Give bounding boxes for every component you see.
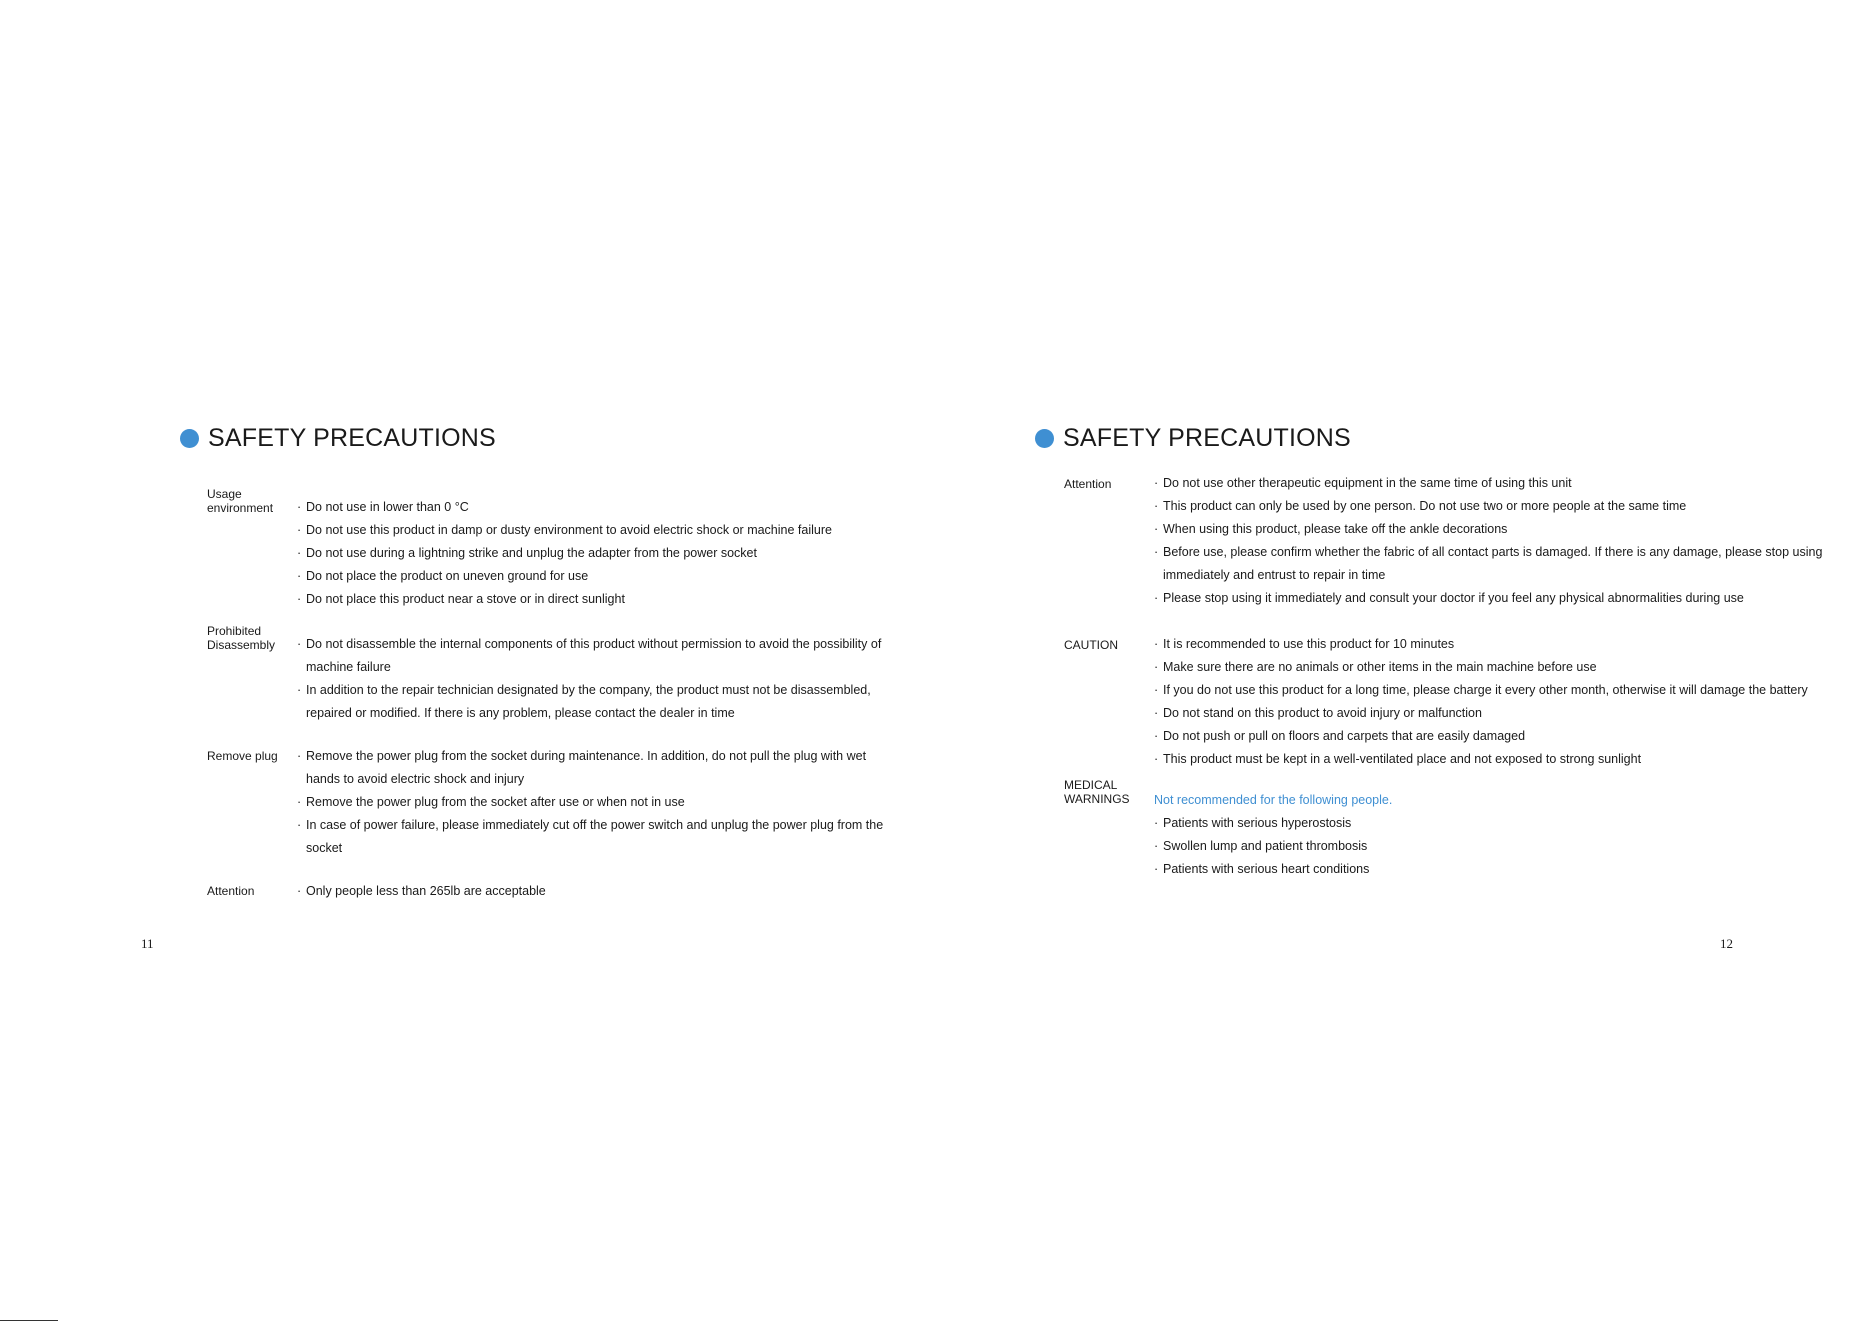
group-label: Attention [1064,477,1112,491]
medical-warning-note: Not recommended for the following people. [1154,793,1393,807]
list-item: · Please stop using it immediately and consult your doctor if you feel any physical abnormalities during use [1154,587,1824,610]
footer-rule [0,1320,58,1321]
group-medical-warnings [1064,771,1824,881]
list-item: · Remove the power plug from the socket during maintenance. In addition, do not pull the plug with wet hands to avoid electric shock and injury [297,745,887,791]
list-item: · Do not use in lower than 0 °C [297,496,887,519]
section-header [1035,424,1351,453]
group-label: CAUTION [1064,638,1118,652]
group-label: Remove plug [207,749,278,763]
list-item: · In case of power failure, please immediately cut off the power switch and unplug the power plug from the socket [297,814,887,860]
page-title: SAFETY PRECAUTIONS [1063,424,1351,452]
list-item: · Patients with serious heart conditions [1154,858,1824,881]
list-item: · Remove the power plug from the socket after use or when not in use [297,791,887,814]
group-caution [1064,633,1824,771]
group-usage-environment [207,487,887,611]
list-item: · Do not use this product in damp or dusty environment to avoid electric shock or machine failure [297,519,887,542]
group-items [297,745,887,860]
list-item: · Do not use other therapeutic equipment in the same time of using this unit [1154,472,1824,495]
group-items [297,880,887,903]
list-item: · When using this product, please take off the ankle decorations [1154,518,1824,541]
page-title: SAFETY PRECAUTIONS [208,424,496,452]
list-item: · Do not place this product near a stove or in direct sunlight [297,588,887,611]
group-items [297,496,887,611]
page-number: 12 [1720,936,1733,951]
list-item: · This product must be kept in a well-ventilated place and not exposed to strong sunlight [1154,748,1824,771]
list-item: · Only people less than 265lb are acceptable [297,880,887,903]
group-label: Usage environment [207,487,274,515]
group-label: MEDICAL WARNINGS [1064,778,1130,806]
list-item: · Make sure there are no animals or other items in the main machine before use [1154,656,1824,679]
list-item: · Swollen lump and patient thrombosis [1154,835,1824,858]
list-item: · Before use, please confirm whether the fabric of all contact parts is damaged. If there is any damage, please stop using immediately and entrust to repair in time [1154,541,1824,587]
group-attention [207,880,887,903]
list-item: · This product can only be used by one person. Do not use two or more people at the same time [1154,495,1824,518]
group-items [1154,789,1824,881]
list-item: · Do not disassemble the internal components of this product without permission to avoid the possibility of machine failure [297,633,887,679]
group-attention [1064,472,1824,610]
precautions-content [207,485,887,903]
group-items [1154,633,1824,771]
section-header [180,424,496,453]
list-item: · If you do not use this product for a long time, please charge it every other month, otherwise it will damage the battery [1154,679,1824,702]
group-label: Attention [207,884,255,898]
page-number: 11 [141,936,154,951]
list-item: · Do not place the product on uneven ground for use [297,565,887,588]
right-page [936,0,1872,1324]
bullet-dot-icon [1035,429,1054,448]
bullet-dot-icon [180,429,199,448]
group-items [1154,472,1824,610]
list-item: · Do not push or pull on floors and carpets that are easily damaged [1154,725,1824,748]
list-item: · It is recommended to use this product for 10 minutes [1154,633,1824,656]
group-remove-plug [207,745,887,860]
list-item: · Patients with serious hyperostosis [1154,812,1824,835]
list-item: · Do not stand on this product to avoid injury or malfunction [1154,702,1824,725]
group-prohibited-disassembly [207,624,887,725]
group-label: Prohibited Disassembly [207,624,276,652]
group-items [297,633,887,725]
list-item: · In addition to the repair technician designated by the company, the product must not be disassembled, repaired or modified. If there is any problem, please contact the dealer in time [297,679,887,725]
list-item: · Do not use during a lightning strike and unplug the adapter from the power socket [297,542,887,565]
precautions-content [1064,472,1824,881]
